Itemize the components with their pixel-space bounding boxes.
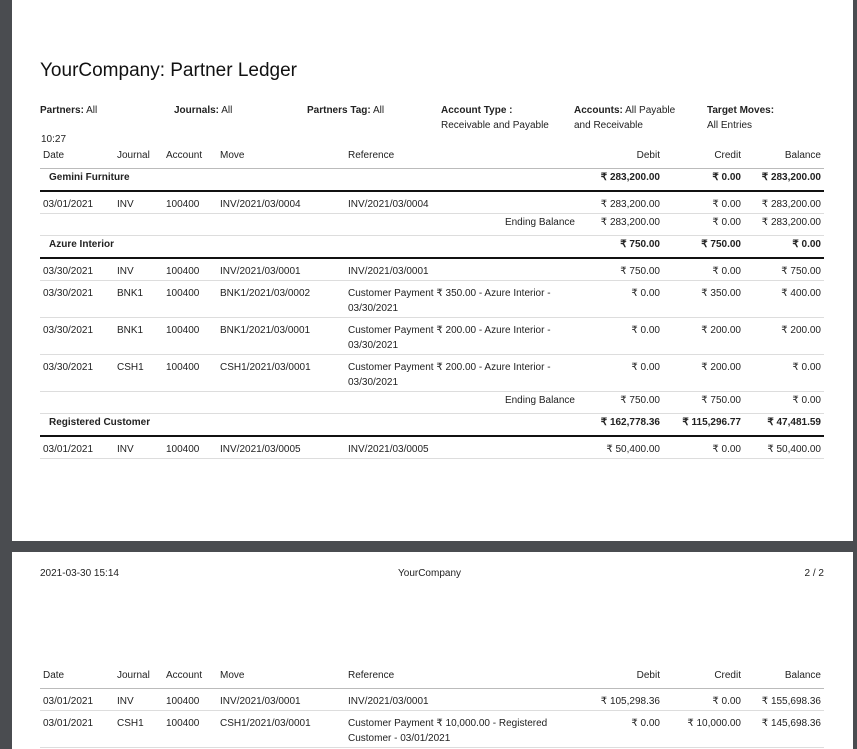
ending-balance-row [40,214,824,236]
cell-credit: ₹ 10,000.00 [663,711,744,748]
cell-account: 100400 [163,281,217,318]
cell-balance: ₹ 750.00 [744,258,824,281]
cell-debit: ₹ 105,298.36 [578,689,663,711]
cell-debit: ₹ 0.00 [578,355,663,392]
company-name: YourCompany [398,568,462,579]
table-row [40,281,824,318]
cell-move: INV/2021/03/0005 [217,436,345,459]
cell-reference: INV/2021/03/0005 [345,436,578,459]
cell-journal: BNK1 [114,281,163,318]
cell-date: 03/01/2021 [40,191,114,214]
print-date: 2021-03-30 15:14 [40,568,119,579]
ending-credit: ₹ 0.00 [663,214,744,236]
ledger-table-continued [40,668,824,748]
column-header-journal: Journal [114,668,163,689]
partner-credit: ₹ 0.00 [663,169,744,192]
cell-balance: ₹ 145,698.36 [744,711,824,748]
partner-credit: ₹ 115,296.77 [663,414,744,437]
cell-account: 100400 [163,436,217,459]
cell-date: 03/01/2021 [40,711,114,748]
partner-credit: ₹ 750.00 [663,236,744,259]
table-header-row [40,148,824,169]
cell-reference: Customer Payment ₹ 350.00 - Azure Interior - 03/30/2021 [345,281,578,318]
column-header-move: Move [217,668,345,689]
ending-balance-row [40,392,824,414]
cell-journal: INV [114,191,163,214]
cell-date: 03/30/2021 [40,355,114,392]
filter-partners-tag: Partners Tag: All [307,105,385,116]
table-row [40,436,824,459]
column-header-date: Date [40,148,114,169]
column-header-credit: Credit [663,668,744,689]
page-number: 2 / 2 [804,568,824,579]
column-header-debit: Debit [578,668,663,689]
cell-credit: ₹ 0.00 [663,436,744,459]
cell-debit: ₹ 0.00 [578,281,663,318]
cell-reference: INV/2021/03/0001 [345,689,578,711]
column-header-balance: Balance [744,148,824,169]
filter-journals: Journals: All [174,105,233,116]
cell-credit: ₹ 0.00 [663,689,744,711]
cell-debit: ₹ 283,200.00 [578,191,663,214]
column-header-journal: Journal [114,148,163,169]
partner-row [40,169,824,192]
partner-name: Gemini Furniture [40,169,578,192]
cell-journal: BNK1 [114,318,163,355]
cell-balance: ₹ 155,698.36 [744,689,824,711]
ending-credit: ₹ 750.00 [663,392,744,414]
cell-reference: INV/2021/03/0004 [345,191,578,214]
cell-move: CSH1/2021/03/0001 [217,355,345,392]
cell-move: INV/2021/03/0004 [217,191,345,214]
ending-balance-label: Ending Balance [40,392,578,414]
filter-partners: Partners: All [40,105,98,116]
partner-name: Azure Interior [40,236,578,259]
cell-account: 100400 [163,318,217,355]
partner-debit: ₹ 750.00 [578,236,663,259]
ending-debit: ₹ 750.00 [578,392,663,414]
partner-balance: ₹ 47,481.59 [744,414,824,437]
cell-credit: ₹ 350.00 [663,281,744,318]
table-row [40,258,824,281]
column-header-move: Move [217,148,345,169]
partner-debit: ₹ 283,200.00 [578,169,663,192]
cell-credit: ₹ 0.00 [663,191,744,214]
column-header-reference: Reference [345,148,578,169]
cell-move: BNK1/2021/03/0002 [217,281,345,318]
cell-reference: Customer Payment ₹ 200.00 - Azure Interior - 03/30/2021 [345,318,578,355]
cell-balance: ₹ 50,400.00 [744,436,824,459]
column-header-credit: Credit [663,148,744,169]
cell-balance: ₹ 0.00 [744,355,824,392]
cell-date: 03/30/2021 [40,258,114,281]
table-header-row [40,668,824,689]
report-page-1 [12,0,853,541]
cell-account: 100400 [163,711,217,748]
filter-account-type: Account Type : Receivable and Payable [441,105,549,131]
column-header-account: Account [163,668,217,689]
cell-move: BNK1/2021/03/0001 [217,318,345,355]
cell-account: 100400 [163,355,217,392]
cell-move: INV/2021/03/0001 [217,258,345,281]
partner-balance: ₹ 0.00 [744,236,824,259]
cell-credit: ₹ 200.00 [663,318,744,355]
cell-date: 03/30/2021 [40,318,114,355]
cell-reference: INV/2021/03/0001 [345,258,578,281]
cell-date: 03/01/2021 [40,689,114,711]
cell-debit: ₹ 0.00 [578,711,663,748]
report-time: 10:27 [41,134,67,145]
cell-journal: INV [114,258,163,281]
table-row [40,355,824,392]
partner-debit: ₹ 162,778.36 [578,414,663,437]
cell-journal: INV [114,436,163,459]
column-header-debit: Debit [578,148,663,169]
cell-debit: ₹ 0.00 [578,318,663,355]
cell-balance: ₹ 200.00 [744,318,824,355]
column-header-reference: Reference [345,668,578,689]
table-row [40,711,824,748]
cell-balance: ₹ 283,200.00 [744,191,824,214]
cell-reference: Customer Payment ₹ 10,000.00 - Registered Customer - 03/01/2021 [345,711,578,748]
ledger-table [40,148,824,459]
column-header-account: Account [163,148,217,169]
cell-account: 100400 [163,191,217,214]
ending-balance-label: Ending Balance [40,214,578,236]
ending-debit: ₹ 283,200.00 [578,214,663,236]
filter-target-moves: Target Moves: All Entries [707,105,775,131]
cell-credit: ₹ 200.00 [663,355,744,392]
cell-account: 100400 [163,258,217,281]
cell-journal: CSH1 [114,355,163,392]
partner-row [40,414,824,437]
column-header-date: Date [40,668,114,689]
ending-balance: ₹ 0.00 [744,392,824,414]
column-header-balance: Balance [744,668,824,689]
cell-reference: Customer Payment ₹ 200.00 - Azure Interior - 03/30/2021 [345,355,578,392]
ending-balance: ₹ 283,200.00 [744,214,824,236]
cell-date: 03/30/2021 [40,281,114,318]
cell-move: INV/2021/03/0001 [217,689,345,711]
cell-credit: ₹ 0.00 [663,258,744,281]
cell-account: 100400 [163,689,217,711]
cell-journal: INV [114,689,163,711]
partner-balance: ₹ 283,200.00 [744,169,824,192]
table-row [40,689,824,711]
report-page-2 [12,552,853,749]
cell-journal: CSH1 [114,711,163,748]
cell-date: 03/01/2021 [40,436,114,459]
filter-accounts: Accounts: All Payable and Receivable [574,105,676,131]
cell-move: CSH1/2021/03/0001 [217,711,345,748]
partner-name: Registered Customer [40,414,578,437]
table-row [40,318,824,355]
cell-debit: ₹ 750.00 [578,258,663,281]
report-title: YourCompany: Partner Ledger [40,60,298,81]
table-row [40,191,824,214]
cell-debit: ₹ 50,400.00 [578,436,663,459]
partner-row [40,236,824,259]
cell-balance: ₹ 400.00 [744,281,824,318]
